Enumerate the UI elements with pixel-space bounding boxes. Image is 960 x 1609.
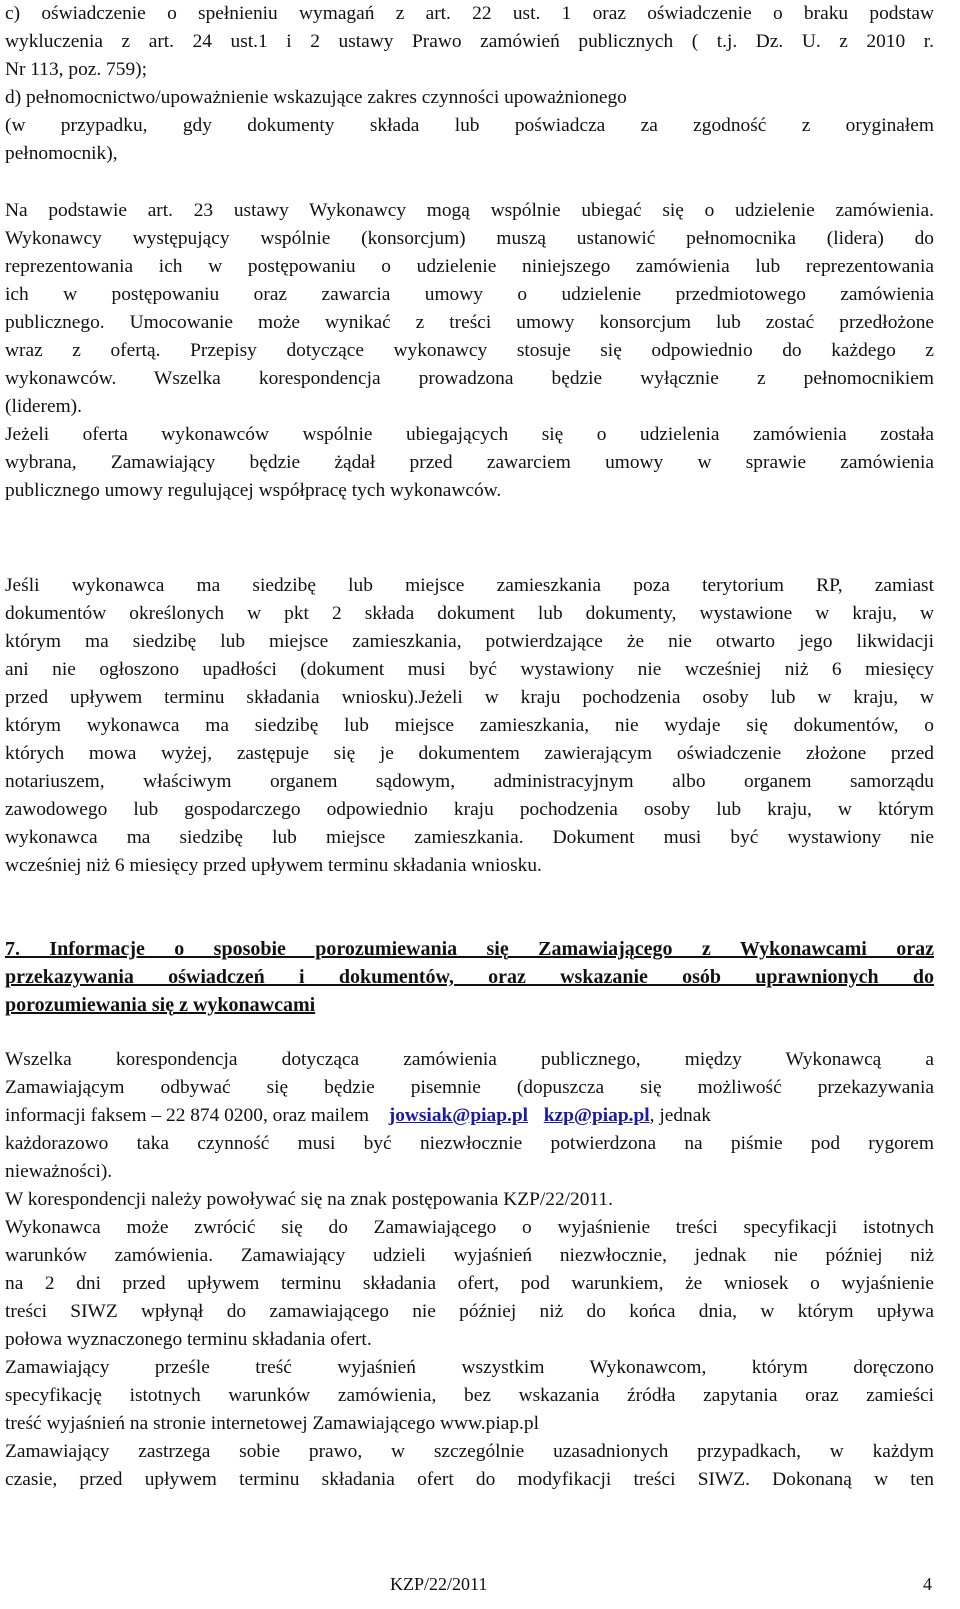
contact-text: informacji faksem – 22 874 0200, oraz mailem bbox=[5, 1105, 370, 1126]
paragraph-line: Na podstawie art. 23 ustawy Wykonawcy mogą wspólnie ubiegać się o udzielenie zamówienia. bbox=[5, 200, 934, 221]
item-c-line-3: Nr 113, poz. 759); bbox=[5, 59, 147, 80]
paragraph-line: wcześniej niż 6 miesięcy przed upływem terminu składania wniosku. bbox=[5, 855, 542, 876]
contact-line bbox=[5, 1102, 934, 1130]
paragraph-line: warunków zamówienia. Zamawiający udzieli wyjaśnień niezwłocznie, jednak nie później niż bbox=[5, 1245, 934, 1266]
section-heading-line-2: przekazywania oświadczeń i dokumentów, oraz wskazanie osób uprawnionych do bbox=[5, 966, 934, 988]
paragraph-line: ich w postępowaniu oraz zawarcia umowy o udzielenie przedmiotowego zamówienia bbox=[5, 284, 934, 305]
paragraph-line: specyfikację istotnych warunków zamówienia, bez wskazania źródła zapytania oraz zamieści bbox=[5, 1385, 934, 1406]
paragraph-line: treść wyjaśnień na stronie internetowej Zamawiającego www.piap.pl bbox=[5, 1413, 539, 1434]
paragraph-line: połowa wyznaczonego terminu składania ofert. bbox=[5, 1329, 372, 1350]
item-c-line-1: c) oświadczenie o spełnieniu wymagań z art. 22 ust. 1 oraz oświadczenie o braku podstaw bbox=[5, 3, 934, 24]
paragraph-line: Zamawiający zastrzega sobie prawo, w szczególnie uzasadnionych przypadkach, w każdym bbox=[5, 1441, 934, 1462]
section-heading-line-1: 7. Informacje o sposobie porozumiewania się Zamawiającego z Wykonawcami oraz bbox=[5, 938, 934, 960]
email-link-jowsiak[interactable]: jowsiak@piap.pl bbox=[388, 1105, 529, 1126]
paragraph-line: którym wykonawca ma siedzibę lub miejsce zamieszkania, nie wydaje się dokumentów, o bbox=[5, 715, 934, 736]
item-d-line-2: (w przypadku, gdy dokumenty składa lub poświadcza za zgodność z oryginałem bbox=[5, 115, 934, 136]
paragraph-line: wykonawców. Wszelka korespondencja prowadzona będzie wyłącznie z pełnomocnikiem bbox=[5, 368, 934, 389]
item-d-line-1: d) pełnomocnictwo/upoważnienie wskazujące zakres czynności upoważnionego bbox=[5, 87, 627, 108]
email-link-kzp[interactable]: kzp@piap.pl bbox=[543, 1105, 650, 1126]
paragraph-line: dokumentów określonych w pkt 2 składa dokument lub dokumenty, wystawione w kraju, w bbox=[5, 603, 934, 624]
paragraph-line: Wykonawcy występujący wspólnie (konsorcjum) muszą ustanowić pełnomocnika (lidera) do bbox=[5, 228, 934, 249]
paragraph-line: (liderem). bbox=[5, 396, 82, 417]
paragraph-line: ani nie ogłoszono upadłości (dokument musi być wystawiony nie wcześniej niż 6 miesięcy bbox=[5, 659, 934, 680]
section-heading-line-3: porozumiewania się z wykonawcami bbox=[5, 994, 316, 1016]
paragraph-line: Jeżeli oferta wykonawców wspólnie ubiegających się o udzielenia zamówienia została bbox=[5, 424, 934, 445]
paragraph-line: publicznego umowy regulującej współpracę tych wykonawców. bbox=[5, 480, 502, 501]
paragraph-line: nieważności). bbox=[5, 1161, 113, 1182]
paragraph-line: Wszelka korespondencja dotycząca zamówienia publicznego, między Wykonawcą a bbox=[5, 1049, 934, 1070]
paragraph-line: publicznego. Umocowanie może wynikać z treści umowy konsorcjum lub zostać przedłożone bbox=[5, 312, 934, 333]
paragraph-line: na 2 dni przed upływem terminu składania ofert, pod warunkiem, że wniosek o wyjaśnienie bbox=[5, 1273, 934, 1294]
paragraph-line: treści SIWZ wpłynął do zamawiającego nie później niż do końca dnia, w którym upływa bbox=[5, 1301, 934, 1322]
paragraph-line: wykonawca ma siedzibę lub miejsce zamieszkania. Dokument musi być wystawiony nie bbox=[5, 827, 934, 848]
paragraph-line: przed upływem terminu składania wniosku).Jeżeli w kraju pochodzenia osoby lub w kraju, w bbox=[5, 687, 934, 708]
page-number: 4 bbox=[923, 1574, 932, 1594]
paragraph-line: reprezentowania ich w postępowaniu o udzielenie niniejszego zamówienia lub reprezentowania bbox=[5, 256, 934, 277]
paragraph-line: czasie, przed upływem terminu składania ofert do modyfikacji treści SIWZ. Dokonaną w ten bbox=[5, 1469, 934, 1490]
paragraph-line: wybrana, Zamawiający będzie żądał przed zawarciem umowy w sprawie zamówienia bbox=[5, 452, 934, 473]
footer-reference: KZP/22/2011 bbox=[390, 1574, 488, 1594]
paragraph-line: notariuszem, właściwym organem sądowym, administracyjnym albo organem samorządu bbox=[5, 771, 934, 792]
paragraph-line: Jeśli wykonawca ma siedzibę lub miejsce zamieszkania poza terytorium RP, zamiast bbox=[5, 575, 934, 596]
paragraph-line: których mowa wyżej, zastępuje się je dokumentem zawierającym oświadczenie złożone przed bbox=[5, 743, 934, 764]
item-d-line-3: pełnomocnik), bbox=[5, 143, 118, 164]
paragraph-line: zawodowego lub gospodarczego odpowiednio kraju pochodzenia osoby lub kraju, w którym bbox=[5, 799, 934, 820]
paragraph-line: Zamawiający prześle treść wyjaśnień wszystkim Wykonawcom, którym doręczono bbox=[5, 1357, 934, 1378]
item-c-line-2: wykluczenia z art. 24 ust.1 i 2 ustawy Prawo zamówień publicznych ( t.j. Dz. U. z 2010 r. bbox=[5, 31, 934, 52]
document-page bbox=[5, 0, 934, 1609]
paragraph-line: Wykonawca może zwrócić się do Zamawiającego o wyjaśnienie treści specyfikacji istotnych bbox=[5, 1217, 934, 1238]
paragraph-line: wraz z ofertą. Przepisy dotyczące wykonawcy stosuje się odpowiednio do każdego z bbox=[5, 340, 934, 361]
paragraph-line: każdorazowo taka czynność musi być niezwłocznie potwierdzona na piśmie pod rygorem bbox=[5, 1133, 934, 1154]
paragraph-line: W korespondencji należy powoływać się na znak postępowania KZP/22/2011. bbox=[5, 1189, 613, 1210]
paragraph-line: Zamawiającym odbywać się będzie pisemnie (dopuszcza się możliwość przekazywania bbox=[5, 1077, 934, 1098]
contact-text-end: , jednak bbox=[649, 1105, 712, 1126]
paragraph-line: którym ma siedzibę lub miejsce zamieszkania, potwierdzające że nie otwarto jego likwidacji bbox=[5, 631, 934, 652]
